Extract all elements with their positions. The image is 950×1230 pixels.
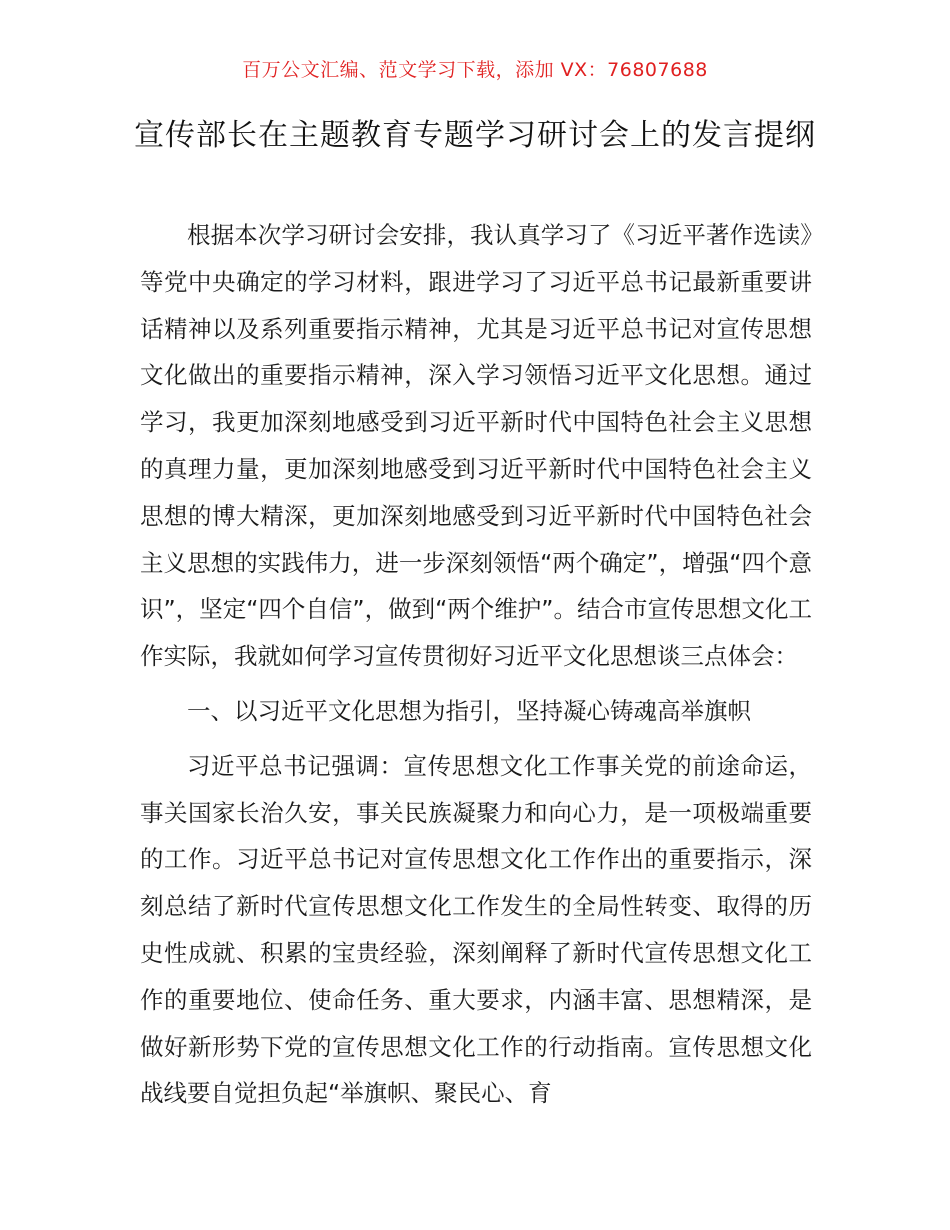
intro-paragraph: 根据本次学习研讨会安排，我认真学习了《习近平著作选读》等党中央确定的学习材料，跟进学习了习近平总书记最新重要讲话精神以及系列重要指示精神，尤其是习近平总书记对宣传思想文化做出的重要指示精神，深入学习领悟习近平文化思想。通过学习，我更加深刻地感受到习近平新时代中国特色社会主义思想的真理力量，更加深刻地感受到习近平新时代中国特色社会主义思想的博大精深，更加深刻地感受到习近平新时代中国特色社会主义思想的实践伟力，进一步深刻领悟“两个确定”，增强“四个意识”，坚定“四个自信”，做到“两个维护”。结合市宣传思想文化工作实际，我就如何学习宣传贯彻好习近平文化思想谈三点体会： [140,221,812,671]
section-1-paragraph: 习近平总书记强调：宣传思想文化工作事关党的前途命运，事关国家长治久安，事关民族凝聚力和向心力，是一项极端重要的工作。习近平总书记对宣传思想文化工作作出的重要指示，深刻总结了新时代宣传思想文化工作发生的全局性转变、取得的历史性成就、积累的宝贵经验，深刻阐释了新时代宣传思想文化工作的重要地位、使命任务、重大要求，内涵丰富、思想精深，是做好新形势下党的宣传思想文化工作的行动指南。宣传思想文化战线要自觉担负起“举旗帜、聚民心、育 [140,751,812,1108]
document-title: 宣传部长在主题教育专题学习研讨会上的发言提纲 [134,118,816,153]
header-banner: 百万公文汇编、范文学习下载，添加 VX：76807688 [242,59,708,81]
document-body [140,212,812,1125]
section-heading-1: 一、以习近平文化思想为指引，坚持凝心铸魂高举旗帜 [187,696,751,725]
